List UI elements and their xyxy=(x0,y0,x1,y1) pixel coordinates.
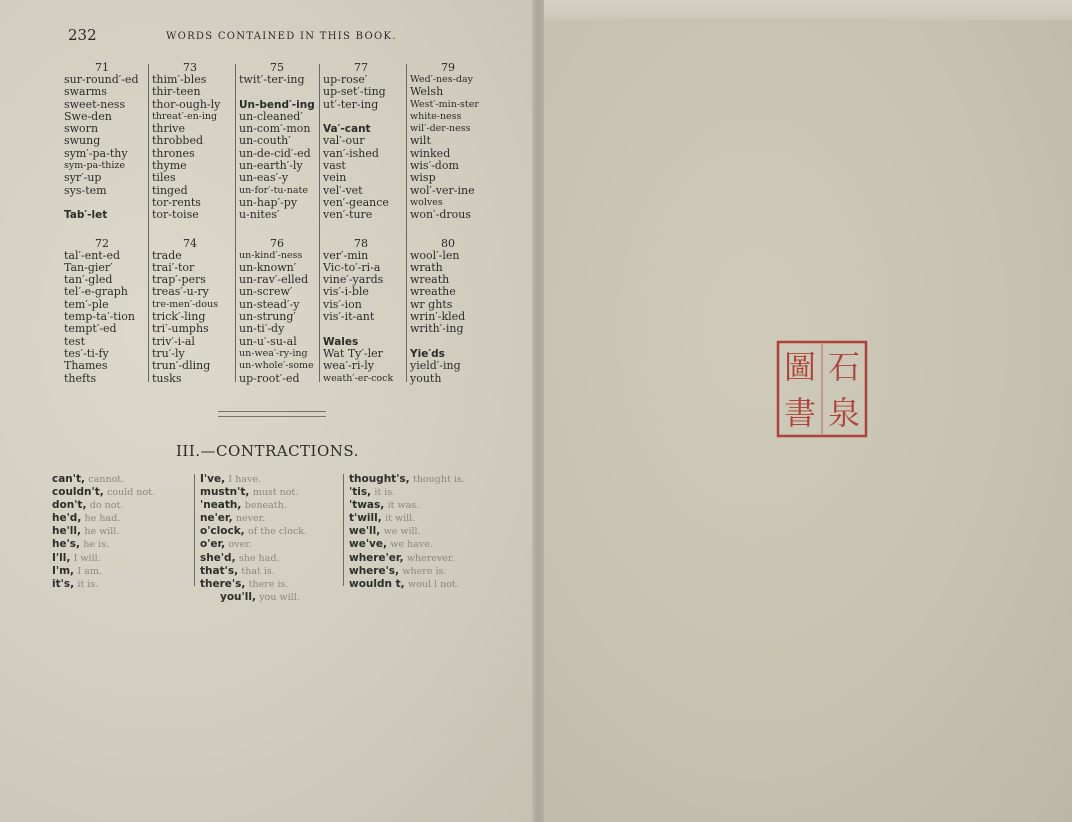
contraction-entry xyxy=(52,565,155,578)
vocabulary-word: wisp xyxy=(410,171,436,185)
contraction-entry xyxy=(349,499,465,512)
vocabulary-word: yield′-ing xyxy=(410,359,461,373)
contraction-entry xyxy=(349,538,465,551)
contraction-word: t'will, xyxy=(349,512,382,525)
vocabulary-word: up-rose′ xyxy=(323,73,368,86)
vocabulary-word: ven′-geance xyxy=(323,195,389,209)
vocabulary-word: vast xyxy=(323,159,346,173)
seal-stamp xyxy=(776,340,868,438)
vocabulary-word: un-stead′-y xyxy=(239,297,300,311)
vocabulary-word: tusks xyxy=(152,371,182,385)
vocabulary-word: Welsh xyxy=(410,85,444,99)
lesson-number: 75 xyxy=(270,61,284,74)
vocabulary-word: tes′-ti-fy xyxy=(64,346,109,360)
contraction-meaning: he will. xyxy=(84,526,120,538)
vocabulary-word: thyme xyxy=(152,159,187,173)
lesson-number: 74 xyxy=(183,236,197,250)
vocabulary-word: un-de-cid′-ed xyxy=(239,146,311,160)
vocabulary-word: wilt xyxy=(410,134,431,148)
vocabulary-word: tru′-ly xyxy=(152,346,185,360)
lesson-number: 77 xyxy=(354,61,368,74)
vocabulary-word: tel′-e-graph xyxy=(64,285,128,299)
section-rule xyxy=(218,411,326,417)
vocabulary-word: writh′-ing xyxy=(410,322,464,336)
vocabulary-word: wil′-der-ness xyxy=(410,123,471,135)
contraction-word: he's, xyxy=(52,538,81,551)
vocabulary-word: un-u′-su-al xyxy=(239,334,297,348)
vocabulary-word: tor-toise xyxy=(152,208,199,222)
contraction-meaning: he is. xyxy=(83,539,110,551)
vocabulary-word: up-set′-ting xyxy=(323,85,386,99)
contraction-entry xyxy=(349,552,465,565)
contraction-word: I'll, xyxy=(52,551,71,564)
vocabulary-word: un-com′-mon xyxy=(239,122,311,136)
vocabulary-word: syr′-up xyxy=(64,171,102,185)
contraction-word: that's, xyxy=(200,564,239,577)
vocabulary-word xyxy=(60,197,144,209)
contraction-entry xyxy=(52,525,155,538)
vocabulary-word: thefts xyxy=(64,371,97,385)
contraction-entry xyxy=(52,473,155,486)
vocabulary-word: un-wea′-ry-ing xyxy=(239,347,308,359)
vocabulary-word: tinged xyxy=(152,183,188,197)
vocabulary-word: wol′-ver-ine xyxy=(410,183,475,197)
contraction-entry xyxy=(52,512,155,525)
contraction-meaning: it is. xyxy=(77,578,99,590)
contraction-meaning: must not. xyxy=(252,487,299,499)
word-column xyxy=(60,62,144,385)
vocabulary-word: un-hap′-py xyxy=(239,195,298,209)
vocabulary-word: un-kind′-ness xyxy=(239,249,303,261)
contraction-entry xyxy=(200,591,307,604)
vocabulary-word: un-whole′-some xyxy=(239,360,314,372)
vocabulary-word: wea′-ri-ly xyxy=(323,359,374,373)
lesson-number: 73 xyxy=(183,61,197,74)
contraction-entry xyxy=(52,499,155,512)
contraction-meaning: never. xyxy=(235,513,266,525)
vocabulary-word: un-couth′ xyxy=(239,134,291,148)
vocabulary-word: Vic-to′-ri-a xyxy=(323,260,381,274)
vocabulary-word: tal′-ent-ed xyxy=(64,248,120,262)
contraction-entry xyxy=(200,499,307,512)
vocabulary-word: up-root′-ed xyxy=(239,371,300,385)
contraction-meaning: you will. xyxy=(259,591,300,603)
word-column xyxy=(148,62,232,385)
word-column xyxy=(319,62,403,385)
seal-character: 泉 xyxy=(827,394,861,432)
contraction-meaning: wherever. xyxy=(406,552,455,564)
contraction-word: where's, xyxy=(349,564,400,577)
lesson-number: 72 xyxy=(95,236,109,250)
vocabulary-word: thor-ough-ly xyxy=(152,97,221,111)
contractions-column xyxy=(200,473,307,604)
contraction-word: ne'er, xyxy=(200,512,233,525)
contraction-word: I'm, xyxy=(52,564,75,577)
vocabulary-word: thrive xyxy=(152,122,186,136)
vocabulary-word: sys-tem xyxy=(64,183,107,197)
contraction-entry xyxy=(349,565,465,578)
vocabulary-word: tre-men′-dous xyxy=(152,298,219,310)
contraction-word: o'er, xyxy=(200,538,226,551)
vocabulary-word: trap′-pers xyxy=(152,273,206,287)
vocabulary-word: wr ghts xyxy=(410,297,453,311)
vocabulary-word: trai′-tor xyxy=(152,260,195,274)
vocabulary-word: swung xyxy=(64,134,101,148)
contraction-meaning: I have. xyxy=(228,474,261,485)
contraction-meaning: she had. xyxy=(238,552,280,564)
vocabulary-word: thim′-bles xyxy=(152,73,207,86)
contractions-column xyxy=(349,473,465,591)
vocabulary-word: triv′-i-al xyxy=(152,334,195,348)
vocabulary-word: sweet-ness xyxy=(64,97,126,111)
vocabulary-word: sym′-pa-thy xyxy=(64,146,128,160)
contraction-word: mustn't, xyxy=(200,486,250,499)
word-column xyxy=(406,62,490,385)
vocabulary-word: ven′-ture xyxy=(323,208,373,222)
vocabulary-word: trade xyxy=(152,248,182,262)
vocabulary-word xyxy=(319,323,403,335)
contraction-meaning: there is. xyxy=(248,578,289,590)
contraction-word: 'twas, xyxy=(349,499,385,512)
vocabulary-word: wreathe xyxy=(410,285,456,299)
contraction-meaning: woul l not. xyxy=(408,578,459,590)
vocabulary-word xyxy=(235,86,319,98)
contraction-word: he'd, xyxy=(52,512,82,525)
lesson-number: 78 xyxy=(354,236,368,250)
contraction-meaning: cannot. xyxy=(88,474,125,485)
vocabulary-word: wrath xyxy=(410,260,443,274)
vocabulary-word: West′-min-ster xyxy=(410,98,479,110)
contraction-meaning: it is. xyxy=(374,487,396,499)
vocabulary-word: un-ti′-dy xyxy=(239,322,285,336)
contraction-word: o'clock, xyxy=(200,525,245,538)
vocabulary-word: thrones xyxy=(152,146,195,160)
vocabulary-word: vine′-yards xyxy=(323,273,384,287)
lesson-number: 71 xyxy=(95,61,109,74)
contraction-meaning: thought is. xyxy=(413,474,465,485)
contraction-meaning: I am. xyxy=(77,565,102,577)
vocabulary-word: Wed′-nes-day xyxy=(410,74,473,85)
vocabulary-word: tem′-ple xyxy=(64,297,109,311)
word-list xyxy=(60,62,500,384)
vocabulary-word: thir-teen xyxy=(152,85,201,99)
vocabulary-word: ver′-min xyxy=(323,248,369,262)
vocabulary-word: van′-ished xyxy=(323,146,379,160)
contraction-entry xyxy=(52,578,155,591)
vocabulary-word: un-screw′ xyxy=(239,285,293,299)
vocabulary-word: treas′-u-ry xyxy=(152,285,209,299)
vocabulary-word: Tan-gier′ xyxy=(64,260,113,274)
contractions-column xyxy=(52,473,155,591)
contraction-meaning: over. xyxy=(228,539,252,551)
vocabulary-word: vel′-vet xyxy=(323,183,363,197)
contraction-entry xyxy=(200,578,307,591)
contraction-meaning: it will. xyxy=(385,513,416,525)
contraction-word: 'tis, xyxy=(349,486,372,499)
vocabulary-word: winked xyxy=(410,146,451,160)
seal-character: 書 xyxy=(783,394,817,432)
vocabulary-word: ut′-ter-ing xyxy=(323,97,379,111)
vocabulary-word: swarms xyxy=(64,85,107,99)
contraction-entry xyxy=(349,525,465,538)
vocabulary-word: vis′-it-ant xyxy=(323,310,375,324)
contraction-word: can't, xyxy=(52,473,86,485)
vocabulary-word: Tab′-let xyxy=(64,209,108,222)
vocabulary-word: throbbed xyxy=(152,134,204,148)
contraction-word: I've, xyxy=(200,473,226,485)
column-divider xyxy=(194,474,195,586)
contraction-word: don't, xyxy=(52,499,87,512)
contraction-word: we'll, xyxy=(349,525,381,538)
vocabulary-word: sur-round′-ed xyxy=(64,73,139,86)
contraction-meaning: that is. xyxy=(241,565,275,577)
contraction-meaning: beneath. xyxy=(244,500,287,512)
vocabulary-word: vein xyxy=(323,171,347,185)
contraction-word: she'd, xyxy=(200,551,236,564)
vocabulary-word: Va′-cant xyxy=(323,123,371,136)
vocabulary-word: weath′-er-cock xyxy=(323,372,394,384)
vocabulary-word: un-eas′-y xyxy=(239,171,289,185)
contraction-meaning: do not. xyxy=(89,500,124,512)
vocabulary-word: Wat Ty′-ler xyxy=(323,346,383,360)
seal-character: 圖 xyxy=(783,348,817,386)
vocabulary-word xyxy=(406,336,490,348)
contraction-entry xyxy=(349,473,465,486)
contraction-entry xyxy=(200,538,307,551)
running-head: WORDS CONTAINED IN THIS BOOK. xyxy=(166,31,397,42)
lesson-number: 76 xyxy=(270,236,284,250)
lesson-number: 79 xyxy=(441,61,455,74)
vocabulary-word: wool′-len xyxy=(410,248,460,262)
contraction-meaning: where is. xyxy=(402,565,447,577)
vocabulary-word: tempt′-ed xyxy=(64,322,117,336)
contraction-meaning: it was. xyxy=(387,500,420,512)
vocabulary-word: tri′-umphs xyxy=(152,322,209,336)
contraction-entry xyxy=(200,473,307,486)
contraction-entry xyxy=(349,578,465,591)
vocabulary-word: sworn xyxy=(64,122,99,136)
contraction-word: wouldn t, xyxy=(349,577,405,590)
contraction-entry xyxy=(52,538,155,551)
vocabulary-word: Wales xyxy=(323,335,359,348)
contraction-entry xyxy=(349,486,465,499)
section-title: III.—CONTRACTIONS. xyxy=(176,442,359,460)
contraction-entry xyxy=(52,552,155,565)
vocabulary-word: un-strung′ xyxy=(239,310,296,324)
vocabulary-word: un-rav′-elled xyxy=(239,273,309,287)
vocabulary-word: tan′-gled xyxy=(64,273,113,287)
contraction-word: 'neath, xyxy=(200,499,242,512)
page-number: 232 xyxy=(68,26,97,44)
vocabulary-word: won′-drous xyxy=(410,208,471,222)
contraction-meaning: could not. xyxy=(107,487,156,499)
contraction-meaning: of the clock. xyxy=(248,526,308,538)
vocabulary-word: val′-our xyxy=(323,134,365,148)
page-edge xyxy=(544,0,1072,20)
contraction-word: there's, xyxy=(200,577,246,590)
contraction-meaning: I will. xyxy=(73,552,101,564)
contraction-word: couldn't, xyxy=(52,486,104,499)
column-divider xyxy=(343,474,344,586)
contraction-entry xyxy=(200,486,307,499)
vocabulary-word: Swe-den xyxy=(64,109,112,123)
vocabulary-word: Yie′ds xyxy=(410,347,445,360)
vocabulary-word: vis′-i-ble xyxy=(323,285,369,299)
vocabulary-word: un-cleaned′ xyxy=(239,109,303,123)
word-column xyxy=(235,62,319,385)
vocabulary-word: wis′-dom xyxy=(410,159,459,173)
contraction-word: you'll, xyxy=(220,590,256,603)
vocabulary-word: youth xyxy=(410,371,442,385)
contraction-entry xyxy=(200,512,307,525)
vocabulary-word: Thames xyxy=(64,359,108,373)
contraction-meaning: he had. xyxy=(84,513,121,525)
vocabulary-word: tor-rents xyxy=(152,195,201,209)
vocabulary-word: un-earth′-ly xyxy=(239,159,303,173)
contraction-entry xyxy=(200,552,307,565)
seal-character: 石 xyxy=(827,348,861,386)
contraction-entry xyxy=(52,486,155,499)
contraction-word: we've, xyxy=(349,538,387,551)
vocabulary-word: white-ness xyxy=(410,110,462,122)
vocabulary-word: tiles xyxy=(152,171,176,185)
vocabulary-word: Un-bend′-ing xyxy=(239,98,315,111)
vocabulary-word: un-for′-tu-nate xyxy=(239,184,308,196)
contraction-word: it's, xyxy=(52,577,75,590)
lesson-number: 80 xyxy=(441,236,455,250)
contraction-entry xyxy=(200,565,307,578)
vocabulary-word: twit′-ter-ing xyxy=(239,73,305,86)
contraction-meaning: we have. xyxy=(390,539,433,551)
vocabulary-word: u-nites′ xyxy=(239,208,280,222)
vocabulary-word xyxy=(319,111,403,123)
vocabulary-word: un-known′ xyxy=(239,260,297,274)
contraction-entry xyxy=(349,512,465,525)
contraction-meaning: we will. xyxy=(383,526,421,538)
vocabulary-word: threat′-en-ing xyxy=(152,110,218,122)
contraction-word: thought's, xyxy=(349,473,410,485)
vocabulary-word: sym-pa-thize xyxy=(64,160,126,172)
vocabulary-word: trick′-ling xyxy=(152,310,206,324)
contraction-entry xyxy=(200,525,307,538)
vocabulary-word: trun′-dling xyxy=(152,359,211,373)
vocabulary-word: test xyxy=(64,334,85,348)
contraction-word: he'll, xyxy=(52,525,81,538)
vocabulary-word: temp-ta′-tion xyxy=(64,310,135,324)
contraction-word: where'er, xyxy=(349,551,404,564)
vocabulary-word: wolves xyxy=(410,196,443,208)
vocabulary-word: vis′-ion xyxy=(323,297,362,311)
vocabulary-word: wrin′-kled xyxy=(410,310,466,324)
vocabulary-word: wreath xyxy=(410,273,450,287)
